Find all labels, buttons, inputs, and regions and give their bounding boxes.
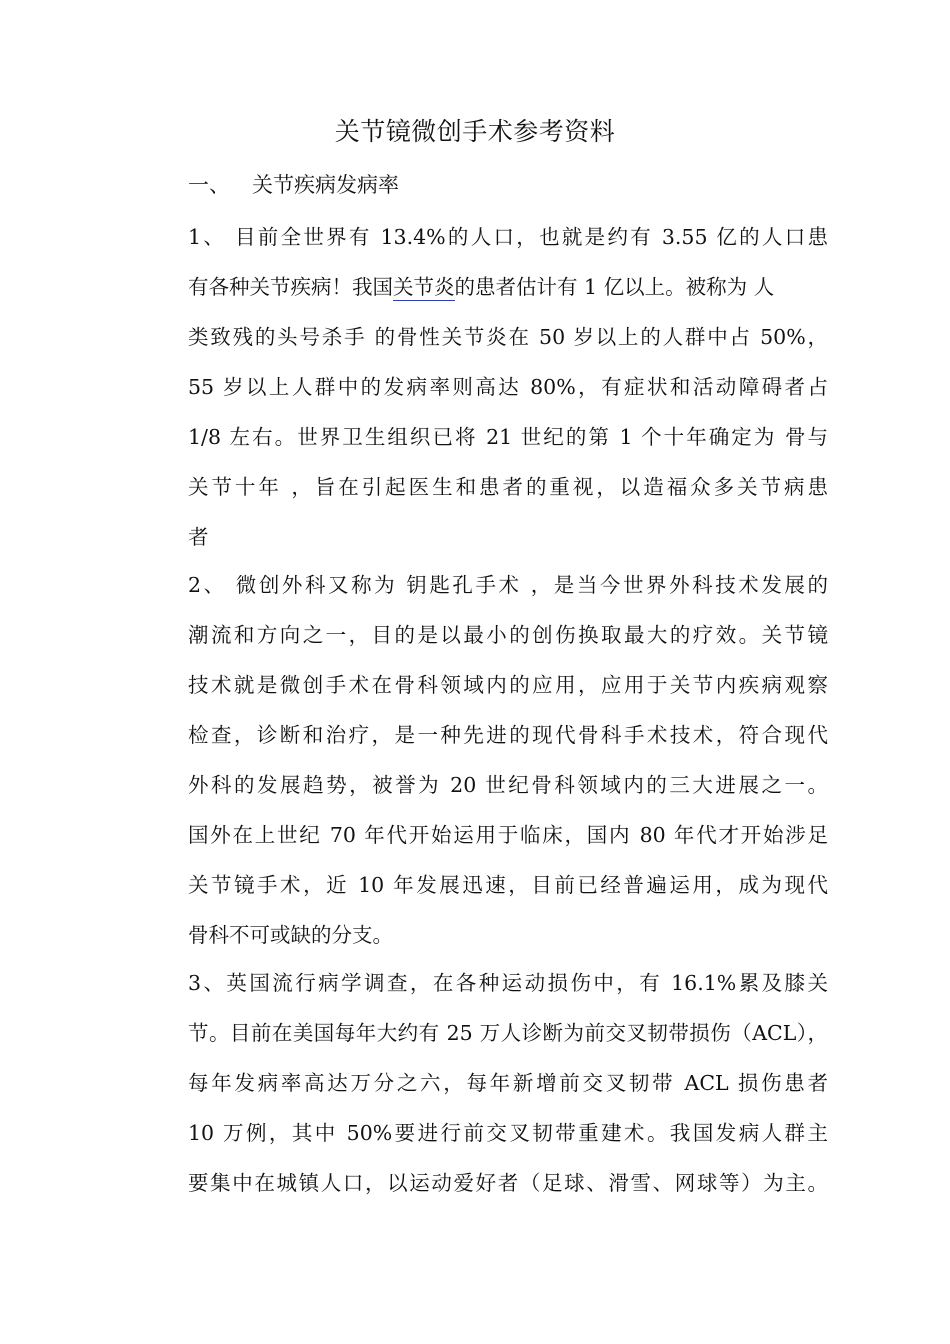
paragraph-line: 55 岁以上人群中的发病率则高达 80%，有症状和活动障碍者占 <box>188 375 828 399</box>
paragraph-line: 3、英国流行病学调查，在各种运动损伤中，有 16.1%累及膝关 <box>188 971 828 995</box>
paragraph-line: 10 万例，其中 50%要进行前交叉韧带重建术。我国发病人群主 <box>188 1121 828 1145</box>
paragraph-line: 国外在上世纪 70 年代开始运用于临床，国内 80 年代才开始涉足 <box>188 823 828 847</box>
hyperlink-arthritis[interactable]: 关节炎 <box>393 275 455 299</box>
paragraph-line: 1/8 左右。世界卫生组织已将 21 世纪的第 1 个十年确定为 骨与 <box>188 425 828 449</box>
line-text: 的患者估计有 1 亿以上。被称为 人 <box>454 275 775 299</box>
paragraph-line: 节。目前在美国每年大约有 25 万人诊断为前交叉韧带损伤（ACL）， <box>188 1021 828 1045</box>
paragraph-line: 技术就是微创手术在骨科领域内的应用，应用于关节内疾病观察 <box>188 673 828 697</box>
paragraph-line: 2、 微创外科又称为 钥匙孔手术 ，是当今世界外科技术发展的 <box>188 573 828 597</box>
paragraph-line: 者 <box>188 525 209 549</box>
paragraph-2 <box>188 560 828 960</box>
paragraph-1 <box>188 212 828 562</box>
paragraph-line: 关节十年 ，旨在引起医生和患者的重视，以造福众多关节病患 <box>188 475 828 499</box>
section-heading <box>188 168 399 202</box>
paragraph-3 <box>188 958 828 1208</box>
line-text: 有各种关节疾病！我国 <box>188 275 393 299</box>
paragraph-line: 骨科不可或缺的分支。 <box>188 923 393 947</box>
paragraph-line <box>188 262 828 312</box>
paragraph-line: 外科的发展趋势，被誉为 20 世纪骨科领域内的三大进展之一。 <box>188 773 828 797</box>
section-number: 一、 <box>188 173 230 197</box>
paragraph-line: 1、 目前全世界有 13.4%的人口，也就是约有 3.55 亿的人口患 <box>188 225 828 249</box>
paragraph-line: 检查，诊断和治疗，是一种先进的现代骨科手术技术，符合现代 <box>188 723 828 747</box>
paragraph-line: 潮流和方向之一，目的是以最小的创伤换取最大的疗效。关节镜 <box>188 623 828 647</box>
paragraph-line: 关节镜手术，近 10 年发展迅速，目前已经普遍运用，成为现代 <box>188 873 828 897</box>
paragraph-line: 每年发病率高达万分之六，每年新增前交叉韧带 ACL 损伤患者 <box>188 1071 828 1095</box>
document-title: 关节镜微创手术参考资料 <box>334 117 616 146</box>
paragraph-line: 类致残的头号杀手 的骨性关节炎在 50 岁以上的人群中占 50%， <box>188 325 828 349</box>
paragraph-line: 要集中在城镇人口，以运动爱好者（足球、滑雪、网球等）为主。 <box>188 1171 828 1195</box>
section-heading-text: 关节疾病发病率 <box>252 173 399 197</box>
